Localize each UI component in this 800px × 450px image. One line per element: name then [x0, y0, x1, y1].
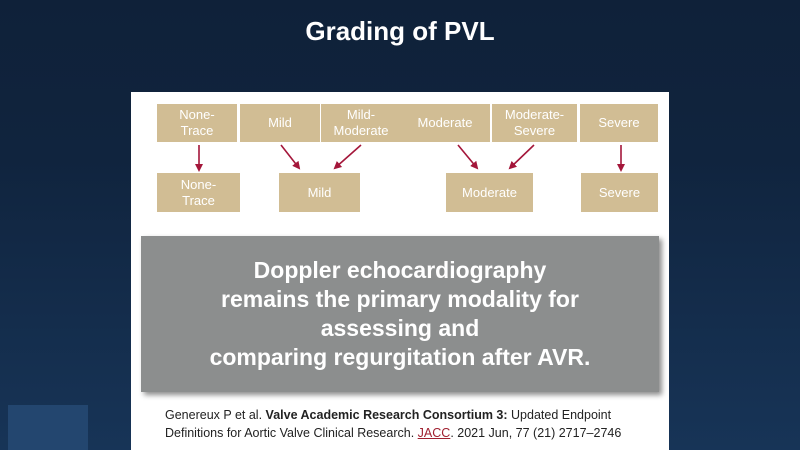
slide-title: Grading of PVL	[305, 16, 495, 46]
grade-box-moderate: Moderate	[400, 104, 490, 142]
doppler-callout-box	[141, 236, 659, 392]
citation-title-rest: Updated Endpoint Definitions for Aortic Valve Clinical Research.	[165, 408, 612, 440]
callout-line-3: assessing and	[320, 315, 480, 341]
result-box-none-trace: None- Trace	[157, 173, 240, 212]
citation-title-bold: Valve Academic Research Consortium 3:	[265, 408, 508, 422]
decorative-corner-block	[8, 405, 88, 450]
arrow-moderate-severe-to-moderate	[510, 145, 534, 168]
result-box-mild: Mild	[279, 173, 360, 212]
callout-line-4: comparing regurgitation after AVR.	[209, 344, 591, 370]
grade-box-none-trace: None- Trace	[157, 104, 237, 142]
grade-box-mild-moderate: Mild- Moderate	[321, 104, 401, 142]
grade-box-severe: Severe	[580, 104, 658, 142]
callout-line-1: Doppler echocardiography	[253, 257, 547, 283]
result-box-moderate: Moderate	[446, 173, 533, 212]
result-box-severe: Severe	[581, 173, 658, 212]
reference-citation	[165, 406, 665, 442]
arrow-mild-to-mild	[281, 145, 299, 168]
arrow-mild-moderate-to-mild	[335, 145, 361, 168]
arrow-moderate-to-moderate	[458, 145, 477, 168]
grade-box-moderate-severe: Moderate- Severe	[492, 104, 577, 142]
grading-arrows	[131, 92, 669, 222]
citation-authors: Genereux P et al.	[165, 408, 263, 422]
grade-box-mild: Mild	[240, 104, 320, 142]
journal-link[interactable]: JACC	[417, 426, 451, 440]
citation-details: . 2021 Jun, 77 (21) 2717–2746	[450, 426, 622, 440]
callout-line-2: remains the primary modality for	[221, 286, 579, 312]
